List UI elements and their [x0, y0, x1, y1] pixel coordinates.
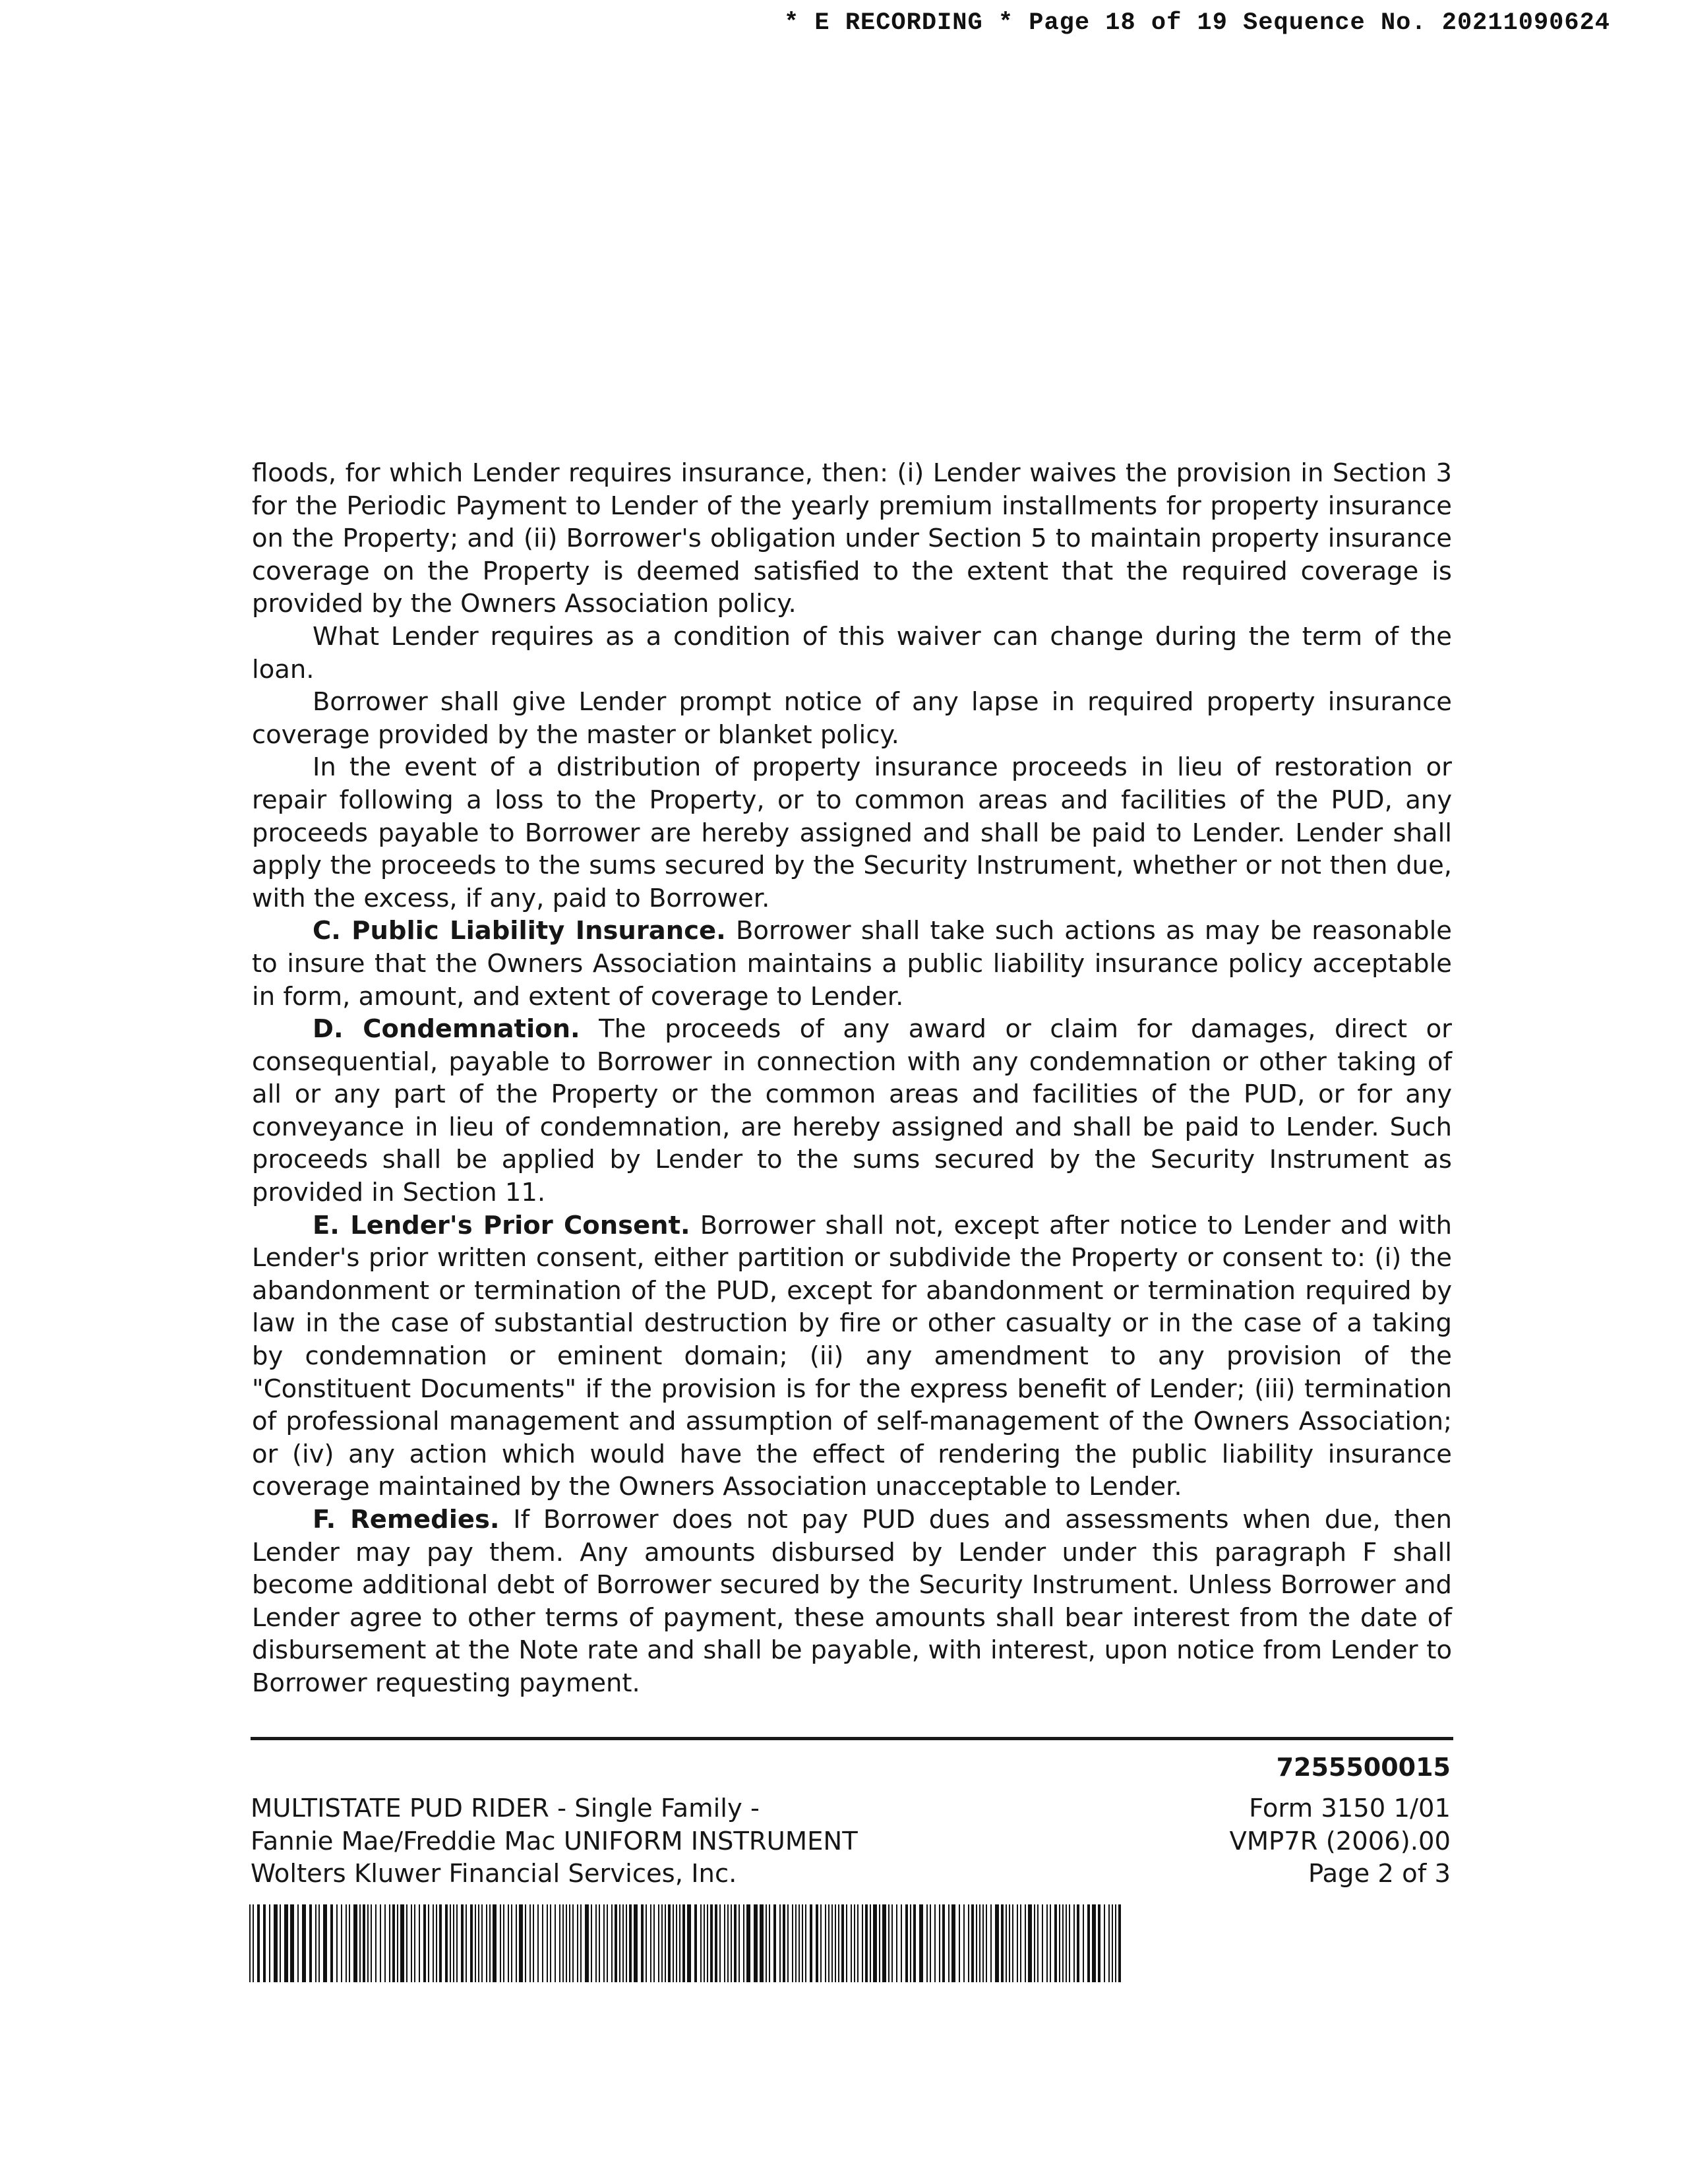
- section-title: C. Public Liability Insurance.: [313, 916, 726, 946]
- footer-form-info: [1229, 1792, 1451, 1891]
- section-c-public-liability: [252, 915, 1452, 1013]
- document-number: 7255500015: [1276, 1753, 1451, 1782]
- paragraph-text: If Borrower does not pay PUD dues and assessments when due, then Lender may pay them. Any amounts disbursed by Lender under this paragraph F shall become additional debt of Borrower secured by the Security Instrument. Unless Borrower and Lender agree to other terms of payment, these amounts shall bear interest from the date of disbursement at the Note rate and shall be payable, with interest, upon notice from Lender to Borrower requesting payment.: [252, 1505, 1452, 1698]
- paragraph-text: What Lender requires as a condition of this waiver can change during the term of the loan.: [252, 621, 1452, 684]
- paragraph-lapse-notice: [252, 686, 1452, 751]
- section-title: E. Lender's Prior Consent.: [313, 1210, 690, 1240]
- paragraph-text: The proceeds of any award or claim for damages, direct or consequential, payable to Borrower in connection with any condemnation or other taking of all or any part of the Property or the common areas and facilities of the PUD, or for any conveyance in lieu of condemnation, are hereby assigned and shall be paid to Lender. Such proceeds shall be applied by Lender to the sums secured by the Security Instrument as provided in Section 11.: [252, 1014, 1452, 1208]
- paragraph-waiver-condition: [252, 621, 1452, 686]
- footer-form-title: [251, 1792, 858, 1891]
- footer-left-line: Wolters Kluwer Financial Services, Inc.: [251, 1859, 737, 1889]
- paragraph-text: floods, for which Lender requires insurance, then: (i) Lender waives the provision in Section 3 for the Periodic Payment to Lender of the yearly premium installments for property insurance on the Property; and (ii) Borrower's obligation under Section 5 to maintain property insurance coverage on the Property is deemed satisfied to the extent that the required coverage is provided by the Owners Association policy.: [252, 458, 1452, 619]
- paragraph-floods: [252, 457, 1452, 621]
- footer-left-line: Fannie Mae/Freddie Mac UNIFORM INSTRUMENT: [251, 1826, 858, 1856]
- paragraph-text: Borrower shall give Lender prompt notice of any lapse in required property insurance coverage provided by the master or blanket policy.: [252, 687, 1452, 750]
- section-f-remedies: [252, 1503, 1452, 1700]
- footer-divider: [251, 1737, 1453, 1740]
- footer-left-line: MULTISTATE PUD RIDER - Single Family -: [251, 1794, 760, 1823]
- page-indicator: Page 2 of 3: [1308, 1859, 1451, 1889]
- section-title: F. Remedies.: [313, 1505, 500, 1534]
- paragraph-text: Borrower shall not, except after notice to Lender and with Lender's prior written consent, either partition or subdivide the Property or consent to: (i) the abandonment or termination of the PUD, except for abandonment or termination required by law in the case of substantial destruction by fire or other casualty or in the case of a taking by condemnation or eminent domain; (ii) any amendment to any provision of the "Constituent Documents" if the provision is for the express benefit of Lender; (iii) termination of professional management and assumption of self-management of the Owners Association; or (iv) any action which would have the effect of rendering the public liability insurance coverage maintained by the Owners Association unacceptable to Lender.: [252, 1210, 1452, 1502]
- rider-body-text: [252, 457, 1452, 1700]
- vmp-code: VMP7R (2006).00: [1229, 1826, 1451, 1856]
- paragraph-text: In the event of a distribution of property insurance proceeds in lieu of restoration or repair following a loss to the Property, or to common areas and facilities of the PUD, any proceeds payable to Borrower are hereby assigned and shall be paid to Lender. Lender shall apply the proceeds to the sums secured by the Security Instrument, whether or not then due, with the excess, if any, paid to Borrower.: [252, 752, 1452, 913]
- section-d-condemnation: [252, 1013, 1452, 1209]
- section-e-prior-consent: [252, 1209, 1452, 1503]
- paragraph-text: Borrower shall take such actions as may be reasonable to insure that the Owners Association maintains a public liability insurance policy acceptable in form, amount, and extent of coverage to Lender.: [252, 916, 1452, 1012]
- barcode: [249, 1904, 1121, 1982]
- section-title: D. Condemnation.: [313, 1014, 580, 1045]
- form-number: Form 3150 1/01: [1249, 1794, 1451, 1823]
- barcode-bar: [1118, 1904, 1121, 1982]
- paragraph-insurance-proceeds: [252, 751, 1452, 915]
- recording-header: * E RECORDING * Page 18 of 19 Sequence No. 20211090624: [784, 9, 1610, 37]
